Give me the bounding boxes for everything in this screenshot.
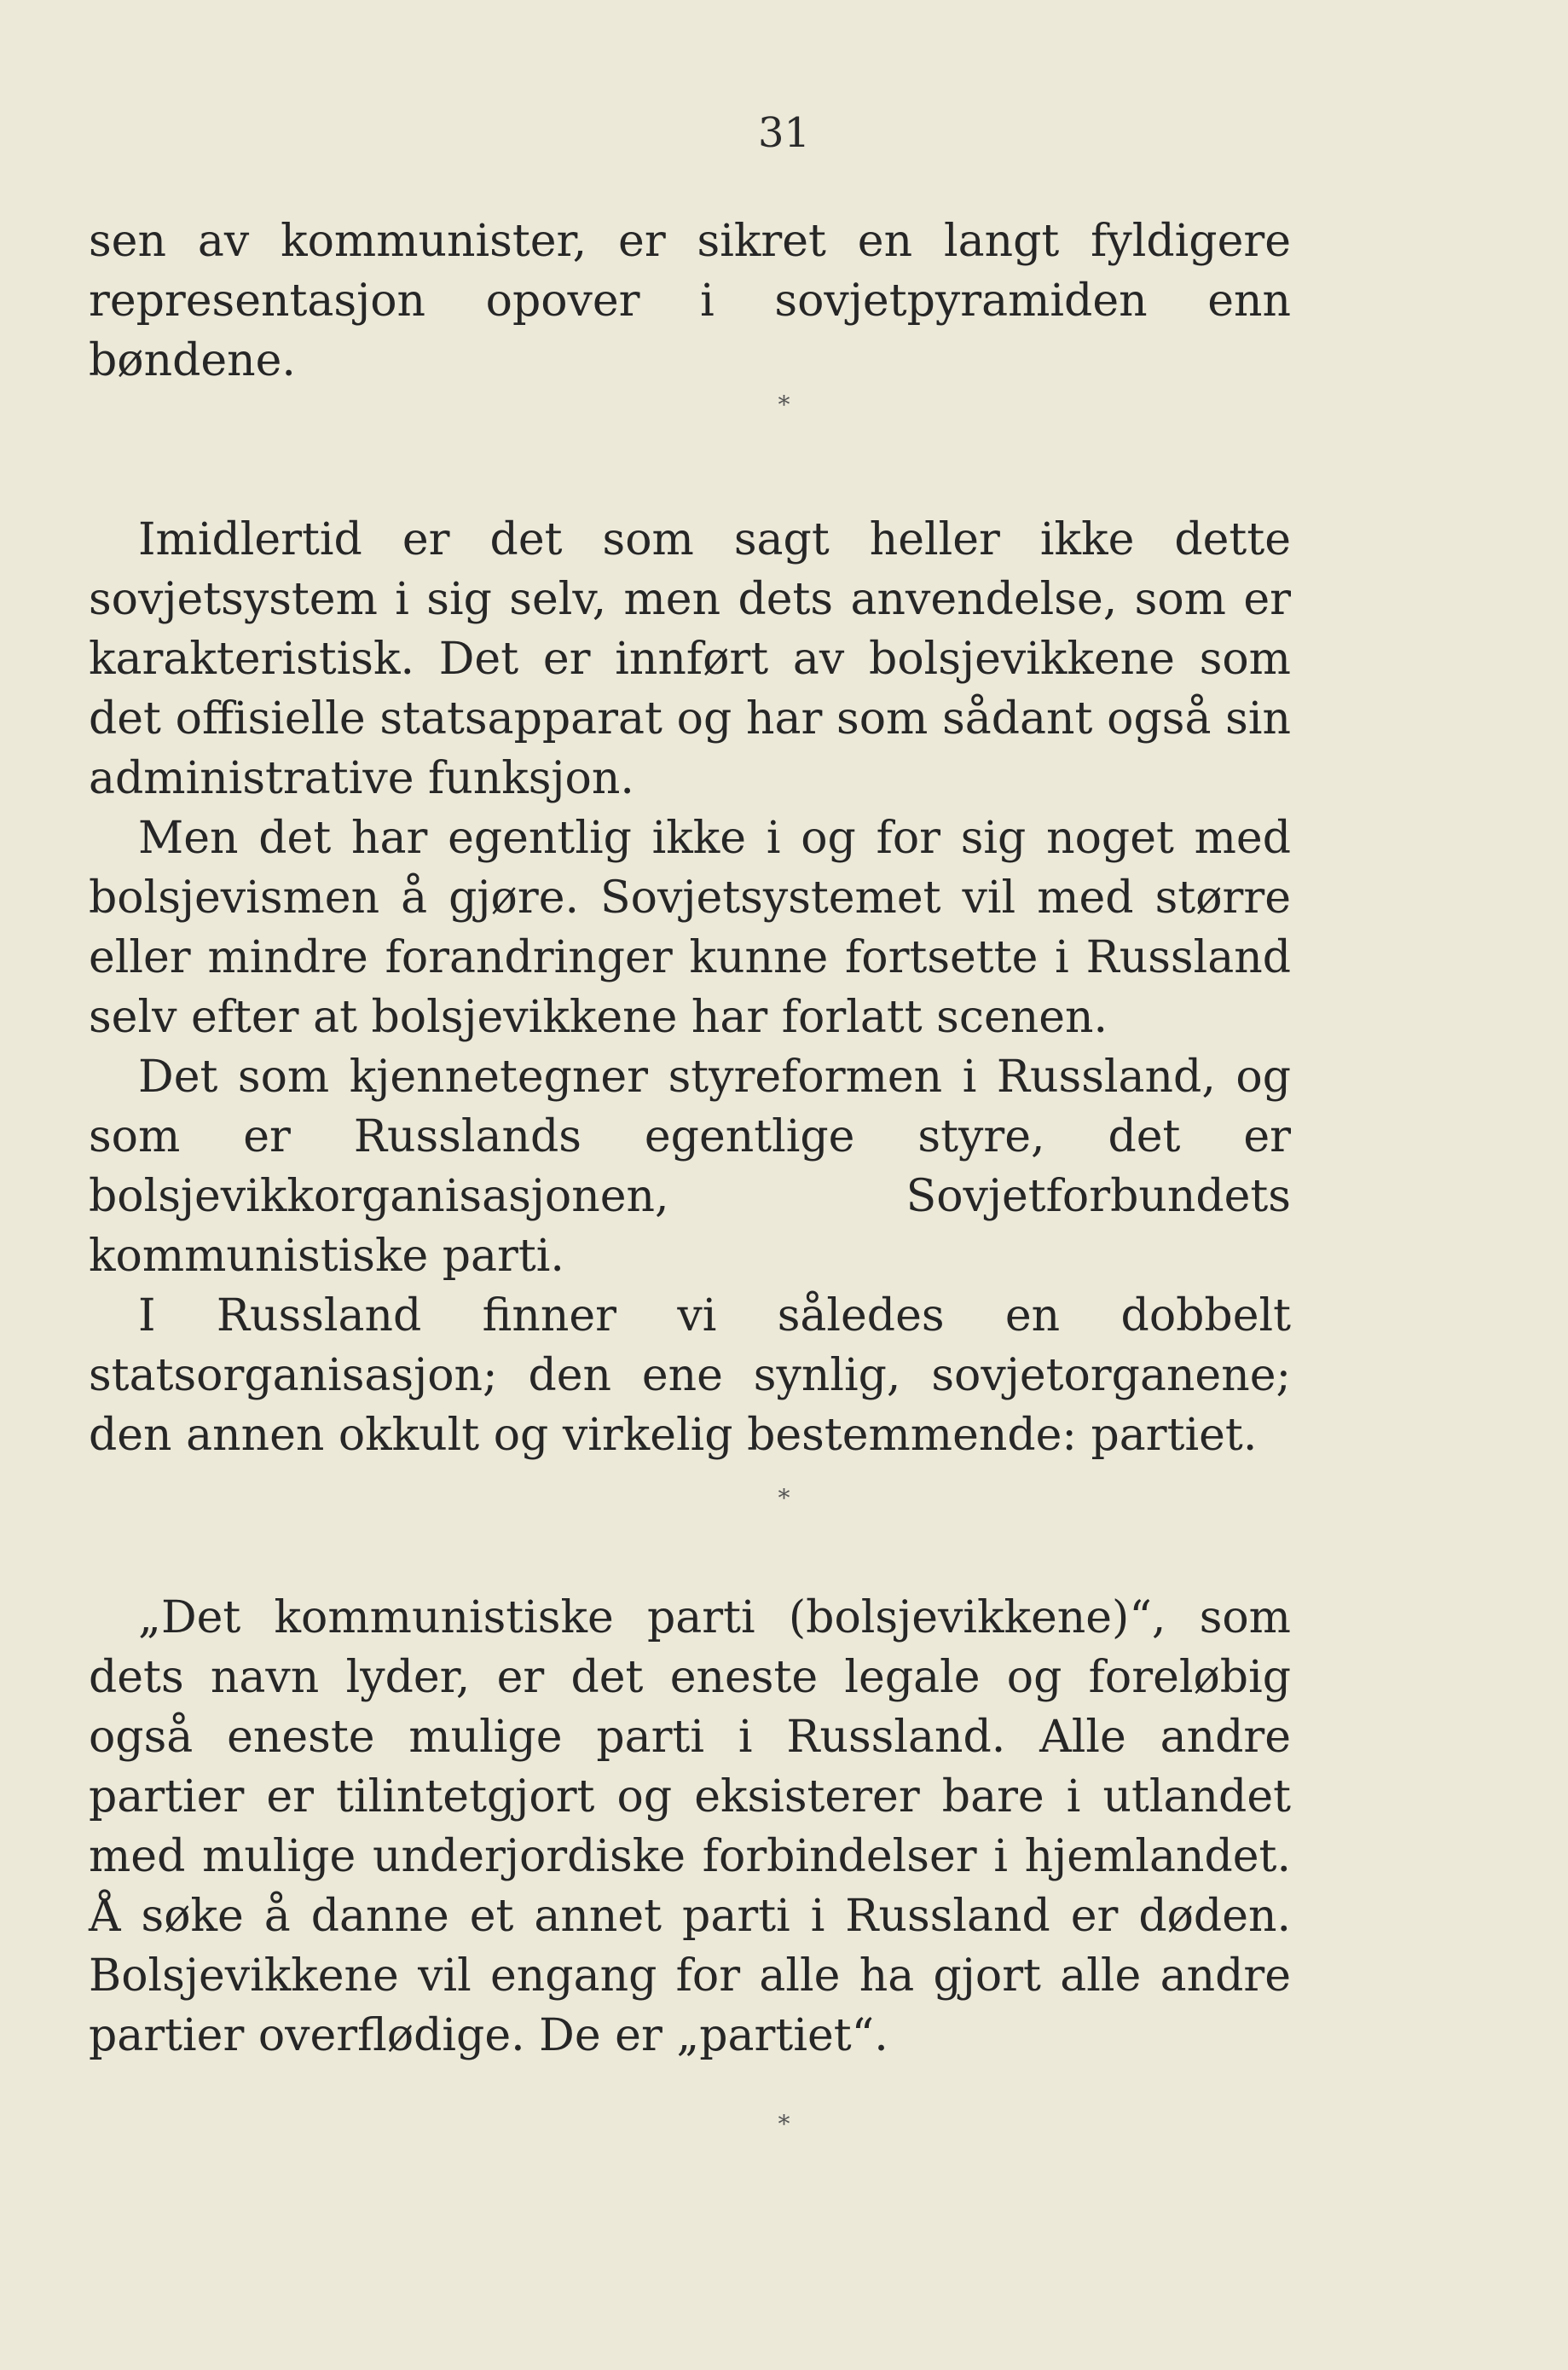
paragraph: Imidlertid er det som sagt heller ikke dette sovjetsystem i sig selv, men dets anvendelse, som er karakteristisk. Det er innført av bolsjevikkene som det offisielle statsapparat og har som sådant også sin administrative funksjon.: [89, 514, 1291, 804]
section-divider-2: *: [778, 1484, 790, 1512]
section-divider-3: *: [778, 2110, 790, 2138]
paragraph: sen av kommunister, er sikret en langt fyldigere representasjon opover i sovjetpyramiden enn bøndene.: [89, 216, 1291, 386]
section-communist-party: [89, 1588, 1291, 2066]
section-soviet-system: [89, 510, 1291, 1465]
paragraph: Det som kjennetegner styreformen i Russland, og som er Russlands egentlige styre, det er bolsjevikkorganisasjonen, Sovjetforbundets kommunistiske parti.: [89, 1052, 1291, 1282]
page-number: 31: [757, 109, 811, 157]
paragraph: Men det har egentlig ikke i og for sig noget med bolsjevismen å gjøre. Sovjetsystemet vil med større eller mindre forandringer kunne fortsette i Russland selv efter at bolsjevikkene har forlatt scenen.: [89, 813, 1291, 1043]
paragraph: I Russland finner vi således en dobbelt statsorganisasjon; den ene synlig, sovjetorganene; den annen okkult og virkelig bestemmende: partiet.: [89, 1290, 1291, 1461]
section-divider-1: *: [778, 391, 790, 419]
paragraph: „Det kommunistiske parti (bolsjevikkene)“, som dets navn lyder, er det eneste legale og foreløbig også eneste mulige parti i Russland. Alle andre partier er tilintetgjort og eksisterer bare i utlandet med mulige underjordiske forbindelser i hjemlandet. Å søke å danne et annet parti i Russland er døden. Bolsjevikkene vil engang for alle ha gjort alle andre partier overflødige. De er „partiet“.: [89, 1592, 1291, 2061]
section-continuation: [89, 212, 1291, 391]
